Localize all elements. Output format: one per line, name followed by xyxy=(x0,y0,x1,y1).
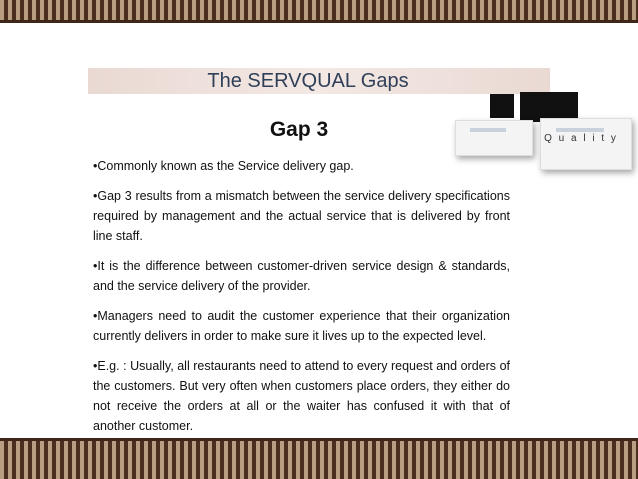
bullet-item: •E.g. : Usually, all restaurants need to attend to every request and orders of the customers. But very often when customers place orders, they either do not receive the orders at all or the waiter has confused it with that of another customer. xyxy=(93,359,510,433)
bottom-stripe-border xyxy=(0,441,638,479)
diagram-quality-label: Q u a l i t y xyxy=(544,133,618,144)
bullet-item: •Managers need to audit the customer experience that their organization currently delivers in order to make sure it lives up to the expected level. xyxy=(93,309,510,343)
bullet-item: •Gap 3 results from a mismatch between the service delivery specifications required by management and the actual service that is delivered by front line staff. xyxy=(93,189,510,243)
top-border-line xyxy=(0,20,638,23)
bullet-list xyxy=(93,156,510,446)
bullet-item: •Commonly known as the Service delivery gap. xyxy=(93,159,354,173)
diagram-card-right xyxy=(540,118,632,170)
slide-title: The SERVQUAL Gaps xyxy=(207,70,409,92)
diagram-faded-text-right xyxy=(556,128,604,132)
diagram-dark-block xyxy=(490,94,514,118)
slide-subtitle: Gap 3 xyxy=(269,118,329,141)
top-stripe-border xyxy=(0,0,638,20)
bullet-item: •It is the difference between customer-driven service design & standards, and the service delivery of the provider. xyxy=(93,259,510,293)
